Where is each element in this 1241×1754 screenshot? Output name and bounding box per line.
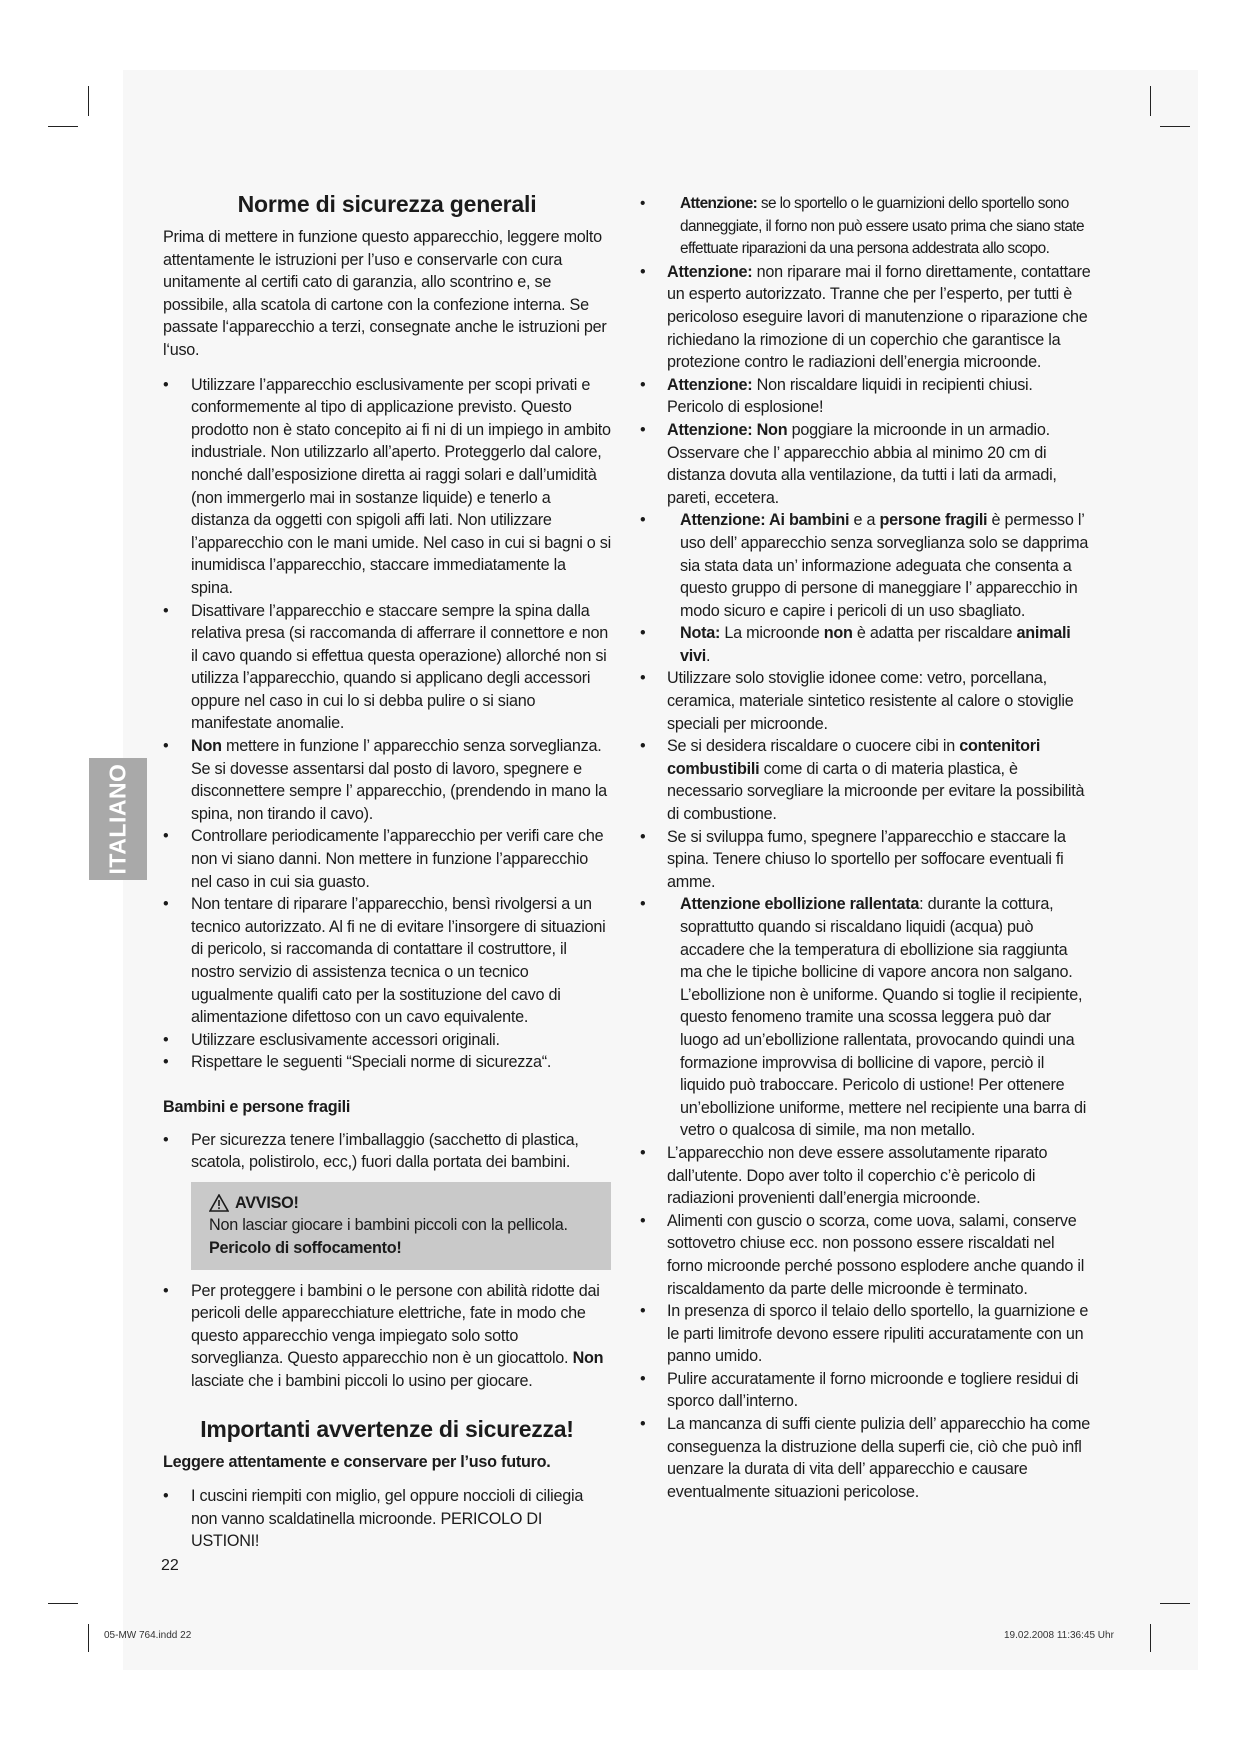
important-list bbox=[163, 1485, 611, 1553]
crop-mark-top-right-v bbox=[1150, 86, 1151, 116]
crop-mark-top-left-v bbox=[88, 86, 89, 116]
list-item: • Disattivare l’apparecchio e staccare sempre la spina dalla relativa presa (si raccomanda di afferrare il connettore e non il cavo quando si effettua questa operazione) allorché non si utilizza l’apparecchio, quando si applicano degli accessori oppure nel caso in cui lo si debba pulire o si siano manifestate anomalie. bbox=[163, 600, 611, 736]
list-item: • Utilizzare solo stoviglie idonee come: vetro, porcellana, ceramica, materiale sintetico resistente al calore o stoviglie speciali per microonde. bbox=[640, 667, 1092, 735]
list-item: • Utilizzare l’apparecchio esclusivamente per scopi privati e conformemente al tipo di applicazione previsto. Questo prodotto non è stato concepito ai fi ni di un impiego in ambito industriale. Non utilizzarlo all’aperto. Proteggerlo dal calore, nonché dall’esposizione diretta ai raggi solari e dall’umidità (non immergerlo mai in sostanze liquide) e tenerlo a distanza da oggetti con spigoli affi lati. Non utilizzare l’apparecchio con le mani umide. Nel caso in cui si bagni o si inumidisca l’apparecchio, staccare immediatamente la spina. bbox=[163, 374, 611, 600]
list-item: • Nota: La microonde non è adatta per riscaldare animali vivi. bbox=[640, 622, 1092, 667]
list-item: • Attenzione: se lo sportello o le guarnizioni dello sportello sono danneggiate, il forno non può essere usato prima che siano state effettuate riparazioni da una persona addestrata allo scopo. bbox=[640, 193, 1092, 261]
warning-text: Non lasciar giocare i bambini piccoli con la pellicola. bbox=[209, 1216, 568, 1235]
crop-mark-bottom-left-h bbox=[48, 1603, 78, 1604]
crop-mark-top-right-h bbox=[1160, 126, 1190, 127]
language-tab-label: ITALIANO bbox=[104, 763, 131, 875]
list-item: • Controllare periodicamente l’apparecchio per verifi care che non vi siano danni. Non mettere in funzione l’apparecchio nel caso in cui sia guasto. bbox=[163, 825, 611, 893]
crop-mark-bottom-left-v bbox=[88, 1624, 89, 1652]
children-heading: Bambini e persone fragili bbox=[163, 1097, 351, 1116]
microwave-safety-list bbox=[640, 193, 1092, 1503]
footer-timestamp: 19.02.2008 11:36:45 Uhr bbox=[1004, 1630, 1114, 1641]
general-safety-list bbox=[163, 374, 611, 1074]
list-item: • Attenzione: Non riscaldare liquidi in recipienti chiusi. Pericolo di esplosione! bbox=[640, 374, 1092, 419]
children-list-2 bbox=[163, 1280, 611, 1393]
children-list bbox=[163, 1129, 611, 1174]
list-item: • Attenzione: non riparare mai il forno direttamente, contattare un esperto autorizzato. Tranne che per l’esperto, per tutti è pericoloso eseguire lavori di manutenzione o riparazione che richiedano la rimozione di un coperchio che garantisce la protezione contro le radiazioni dell’energia microonde. bbox=[640, 261, 1092, 374]
list-item: • Se si sviluppa fumo, spegnere l’apparecchio e staccare la spina. Tenere chiuso lo sportello per soffocare eventuali fi amme. bbox=[640, 826, 1092, 894]
warning-box bbox=[191, 1182, 611, 1270]
list-item: • Pulire accuratamente il forno microonde e togliere residui di sporco dall’interno. bbox=[640, 1368, 1092, 1413]
page-number: 22 bbox=[161, 1557, 179, 1574]
list-item: • Attenzione: Non poggiare la microonde in un armadio. Osservare che l’ apparecchio abbia al minimo 20 cm di distanza dovuta alla ventilazione, da tutti i lati da armadi, pareti, eccetera. bbox=[640, 419, 1092, 509]
page-title: Norme di sicurezza generali bbox=[237, 191, 537, 217]
crop-mark-bottom-right-v bbox=[1150, 1624, 1151, 1652]
crop-mark-top-left-h bbox=[48, 126, 78, 127]
list-item: • Per proteggere i bambini o le persone con abilità ridotte dai pericoli delle apparecchiature elettriche, fate in modo che questo apparecchio venga impiegato solo sotto sorveglianza. Questo apparecchio non è un giocattolo. Non lasciate che i bambini piccoli lo usino per giocare. bbox=[163, 1280, 611, 1393]
list-item: • Per sicurezza tenere l’imballaggio (sacchetto di plastica, scatola, polistirolo, ecc,) fuori dalla portata dei bambini. bbox=[163, 1129, 611, 1174]
warning-title-text: AVVISO! bbox=[235, 1193, 299, 1212]
section-title: Importanti avvertenze di sicurezza! bbox=[200, 1415, 574, 1442]
list-item: • L’apparecchio non deve essere assolutamente riparato dall’utente. Dopo aver tolto il coperchio c’è pericolo di radiazioni provenienti dall’energia microonde. bbox=[640, 1142, 1092, 1210]
list-item: • Non tentare di riparare l’apparecchio, bensì rivolgersi a un tecnico autorizzato. Al fi ne di evitare l’insorgere di situazioni di pericolo, si raccomanda di contattare il costruttore, il nostro servizio di assistenza tecnica o un tecnico ugualmente qualifi cato per la sostituzione del cavo di alimentazione difettoso con un cavo equivalente. bbox=[163, 893, 611, 1029]
language-tab bbox=[89, 758, 147, 880]
list-item: • In presenza di sporco il telaio dello sportello, la guarnizione e le parti limitrofe devono essere ripuliti accuratamente con un panno umido. bbox=[640, 1300, 1092, 1368]
list-item: • Attenzione: Ai bambini e a persone fragili è permesso l’ uso dell’ apparecchio senza sorveglianza solo se dapprima sia stata data un’ informazione adeguata che consenta a questo gruppo di persone di maneggiare l’ apparecchio in modo sicuro e capire i pericoli di un uso sbagliato. bbox=[640, 509, 1092, 622]
intro-paragraph: Prima di mettere in funzione questo apparecchio, leggere molto attentamente le istruzioni per l’uso e conservarle con cura unitamente al certifi cato di garanzia, allo scontrino e, se possibile, alla scatola di cartone con la confezione interna. Se passate l‘apparecchio a terzi, consegnate anche le istruzioni per l‘uso. bbox=[163, 228, 607, 359]
left-column bbox=[163, 190, 611, 1561]
list-item: • Non mettere in funzione l’ apparecchio senza sorveglianza. Se si dovesse assentarsi dal posto di lavoro, spegnere e disconnettere sempre l’ apparecchio, (prendendo in mano la spina, non tirando il cavo). bbox=[163, 735, 611, 825]
warning-triangle-icon bbox=[209, 1194, 229, 1212]
footer-file: 05-MW 764.indd 22 bbox=[104, 1630, 192, 1641]
list-item: • Rispettare le seguenti “Speciali norme di sicurezza“. bbox=[163, 1051, 611, 1074]
list-item: • Attenzione ebollizione rallentata: durante la cottura, soprattutto quando si riscaldano liquidi (acqua) può accadere che la temperatura di ebollizione sia raggiunta ma che le tipiche bollicine di vapore ancora non salgano. L’ebollizione non è uniforme. Quando si toglie il recipiente, questo fenomeno tramite una scossa leggera può dar luogo ad un’ebollizione rallentata, provocando quindi una formazione improvvisa di bollicine di vapore, perciò il liquido può traboccare. Pericolo di ustione! Per ottenere un’ebollizione uniforme, mettere nel recipiente una barra di vetro o qualcosa di simile, ma non metallo. bbox=[640, 893, 1092, 1142]
list-item: • Se si desidera riscaldare o cuocere cibi in contenitori combustibili come di carta o di materia plastica, è necessario sorvegliare la microonde per evitare la possibilità di combustione. bbox=[640, 735, 1092, 825]
warning-bold: Pericolo di soffocamento! bbox=[209, 1238, 402, 1257]
section-subtitle: Leggere attentamente e conservare per l’uso futuro. bbox=[163, 1452, 551, 1471]
list-item: • I cuscini riempiti con miglio, gel oppure noccioli di ciliegia non vanno scaldatinella microonde. PERICOLO DI USTIONI! bbox=[163, 1485, 611, 1553]
list-item: • Alimenti con guscio o scorza, come uova, salami, conserve sottovetro chiuse ecc. non possono essere riscaldati nel forno microonde perché possono esplodere anche quando il riscaldamento da parte delle microonde è terminato. bbox=[640, 1210, 1092, 1300]
warning-title bbox=[209, 1192, 599, 1215]
crop-mark-bottom-right-h bbox=[1160, 1603, 1190, 1604]
list-item: • Utilizzare esclusivamente accessori originali. bbox=[163, 1029, 611, 1052]
right-column bbox=[640, 193, 1092, 1511]
list-item: • La mancanza di suffi ciente pulizia dell’ apparecchio ha come conseguenza la distruzione della superfi cie, ciò che può infl uenzare la durata di vita dell’ apparecchio e causare eventualmente situazioni pericolose. bbox=[640, 1413, 1092, 1503]
